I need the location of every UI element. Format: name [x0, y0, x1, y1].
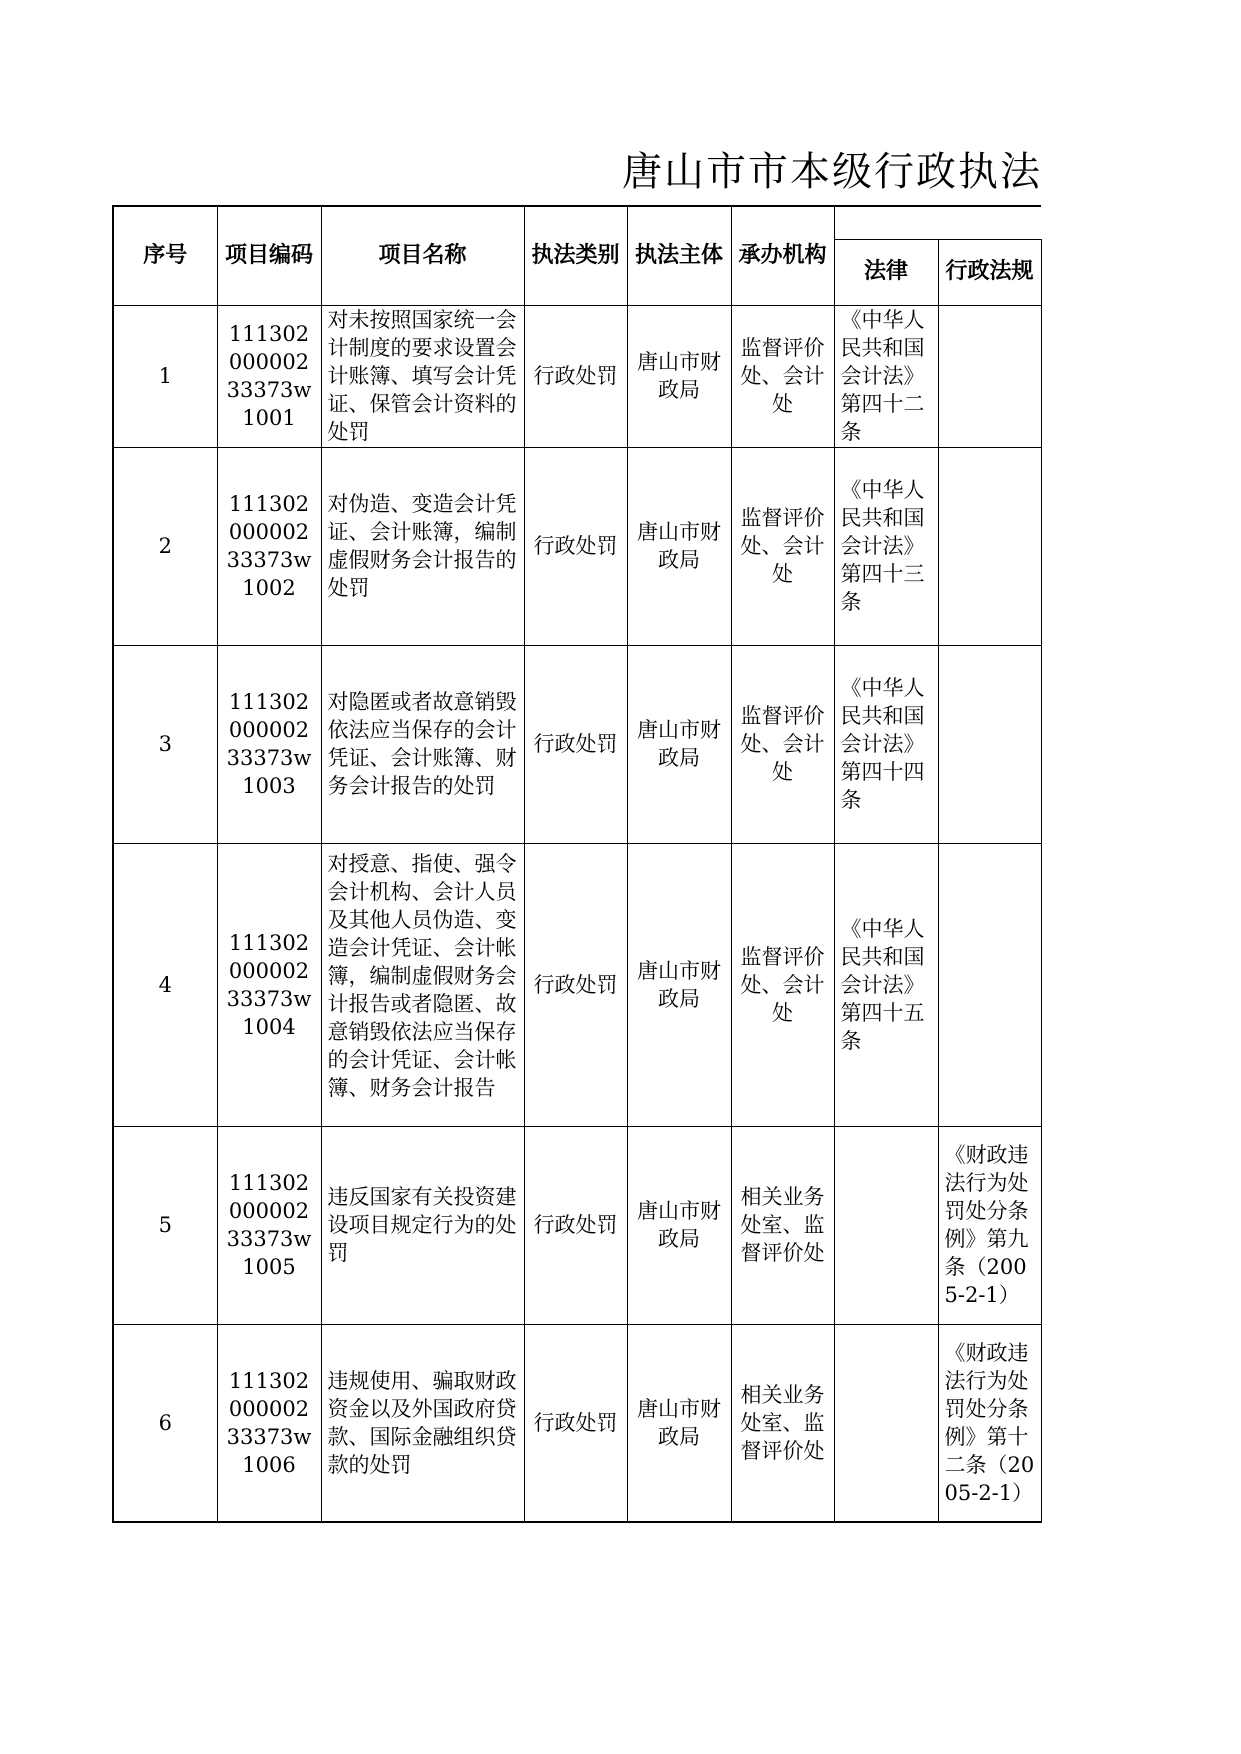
cell-regulation [938, 645, 1041, 843]
header-code: 项目编码 [217, 206, 321, 305]
table-row [113, 645, 1041, 843]
cell-name: 对隐匿或者故意销毁依法应当保存的会计凭证、会计账簿、财务会计报告的处罚 [321, 645, 524, 843]
cell-code: 11130200000233373w1002 [217, 447, 321, 645]
cell-law [834, 1324, 938, 1522]
cell-code: 11130200000233373w1005 [217, 1126, 321, 1324]
cell-code: 11130200000233373w1004 [217, 843, 321, 1126]
table-row [113, 305, 1041, 447]
table-row [113, 1324, 1041, 1522]
cell-regulation [938, 447, 1041, 645]
header-seq: 序号 [113, 206, 217, 305]
header-category: 执法类别 [524, 206, 627, 305]
cell-category: 行政处罚 [524, 447, 627, 645]
cell-category: 行政处罚 [524, 1324, 627, 1522]
header-law: 法律 [834, 239, 938, 305]
cell-agency: 相关业务处室、监督评价处 [731, 1126, 834, 1324]
cell-name: 对未按照国家统一会计制度的要求设置会计账簿、填写会计凭证、保管会计资料的处罚 [321, 305, 524, 447]
cell-law: 《中华人民共和国会计法》第四十五条 [834, 843, 938, 1126]
table-row [113, 1126, 1041, 1324]
cell-subject: 唐山市财政局 [627, 447, 731, 645]
table-row [113, 447, 1041, 645]
cell-agency: 相关业务处室、监督评价处 [731, 1324, 834, 1522]
cell-regulation [938, 305, 1041, 447]
cell-name: 对伪造、变造会计凭证、会计账簿，编制虚假财务会计报告的处罚 [321, 447, 524, 645]
table-row [113, 843, 1041, 1126]
cell-agency: 监督评价处、会计处 [731, 645, 834, 843]
cell-seq: 4 [113, 843, 217, 1126]
cell-code: 11130200000233373w1003 [217, 645, 321, 843]
cell-agency: 监督评价处、会计处 [731, 843, 834, 1126]
cell-category: 行政处罚 [524, 843, 627, 1126]
header-name: 项目名称 [321, 206, 524, 305]
cell-name: 对授意、指使、强令会计机构、会计人员及其他人员伪造、变造会计凭证、会计帐簿，编制虚假财务会计报告或者隐匿、故意销毁依法应当保存的会计凭证、会计帐簿、财务会计报告 [321, 843, 524, 1126]
cell-subject: 唐山市财政局 [627, 305, 731, 447]
cell-law: 《中华人民共和国会计法》第四十二条 [834, 305, 938, 447]
cell-category: 行政处罚 [524, 305, 627, 447]
cell-code: 11130200000233373w1006 [217, 1324, 321, 1522]
cell-subject: 唐山市财政局 [627, 1324, 731, 1522]
cell-category: 行政处罚 [524, 1126, 627, 1324]
cell-name: 违反国家有关投资建设项目规定行为的处罚 [321, 1126, 524, 1324]
cell-law: 《中华人民共和国会计法》第四十四条 [834, 645, 938, 843]
cell-name: 违规使用、骗取财政资金以及外国政府贷款、国际金融组织贷款的处罚 [321, 1324, 524, 1522]
enforcement-table [112, 205, 1042, 1523]
cell-law: 《中华人民共和国会计法》第四十三条 [834, 447, 938, 645]
header-agency: 承办机构 [731, 206, 834, 305]
header-regulation: 行政法规 [938, 239, 1041, 305]
cell-agency: 监督评价处、会计处 [731, 447, 834, 645]
cell-regulation [938, 843, 1041, 1126]
cell-seq: 5 [113, 1126, 217, 1324]
cell-category: 行政处罚 [524, 645, 627, 843]
page-title: 唐山市市本级行政执法 [622, 149, 1042, 195]
cell-seq: 1 [113, 305, 217, 447]
cell-subject: 唐山市财政局 [627, 843, 731, 1126]
cell-agency: 监督评价处、会计处 [731, 305, 834, 447]
cell-subject: 唐山市财政局 [627, 1126, 731, 1324]
cell-seq: 6 [113, 1324, 217, 1522]
cell-regulation: 《财政违法行为处罚处分条例》第九条（2005-2-1） [938, 1126, 1041, 1324]
cell-regulation: 《财政违法行为处罚处分条例》第十二条（2005-2-1） [938, 1324, 1041, 1522]
cell-subject: 唐山市财政局 [627, 645, 731, 843]
header-basis-group [834, 206, 1041, 239]
header-subject: 执法主体 [627, 206, 731, 305]
cell-law [834, 1126, 938, 1324]
cell-seq: 3 [113, 645, 217, 843]
cell-code: 11130200000233373w1001 [217, 305, 321, 447]
cell-seq: 2 [113, 447, 217, 645]
